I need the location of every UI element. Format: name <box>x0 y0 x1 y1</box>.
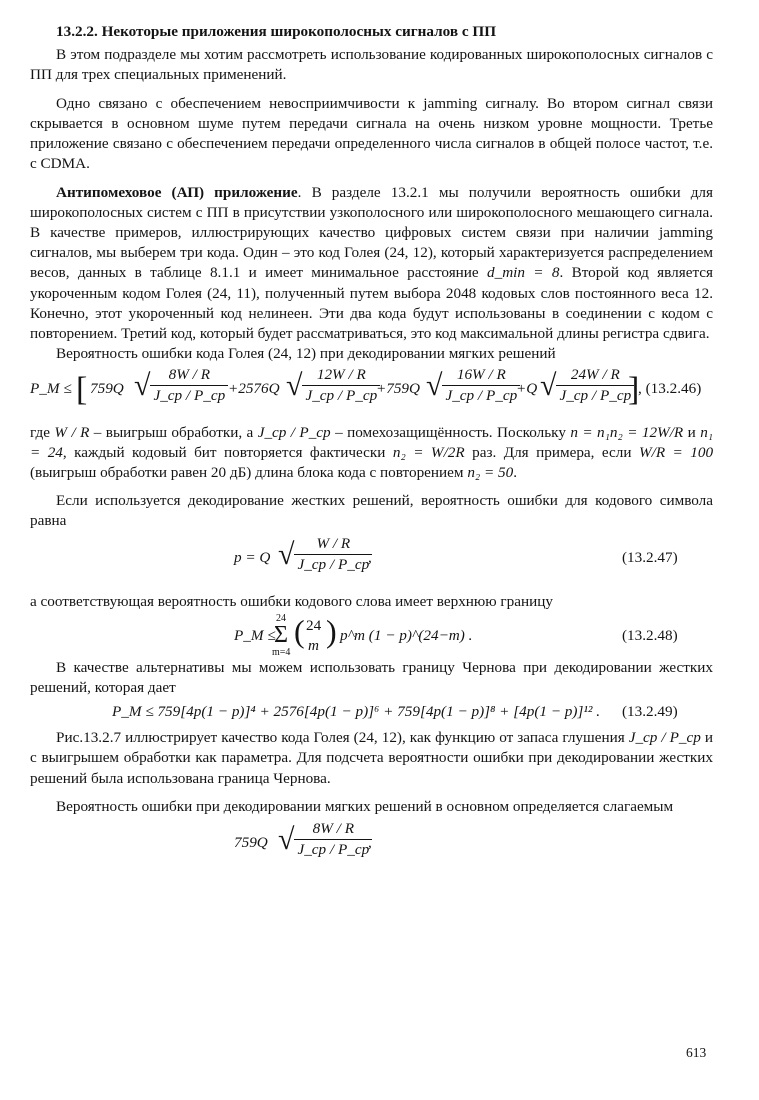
equation-13-2-46 <box>30 365 713 423</box>
figure-text-b: и с выигрышем обработки как параметра. Для подсчета вероятности ошибки при декодировании жестких решений была использована граница Чернова. <box>30 729 713 787</box>
eq48-sum-bottom: m=4 <box>272 646 291 658</box>
eq48-binom-bottom: m <box>308 636 319 654</box>
where-word: где <box>30 423 50 441</box>
paragraph-where <box>30 423 713 484</box>
eq48-paren-open: ( <box>294 612 305 649</box>
eq48-number: (13.2.48) <box>622 626 678 644</box>
eq46-num2: 12W / R <box>302 365 380 386</box>
eq50-num: 8W / R <box>294 819 372 840</box>
figure-text-a: Рис.13.2.7 иллюстрирует качество кода Голея (24, 12), как функцию от запаса глушения <box>56 729 625 747</box>
eq48-sigma: Σ <box>274 621 288 648</box>
n2-50-inline: n₂ = 50 <box>467 463 514 481</box>
paragraph-antijam <box>30 183 713 345</box>
eq49-number: (13.2.49) <box>622 703 678 721</box>
where-text-2: , каждый кодовый бит повторяется фактически <box>62 443 386 461</box>
paragraph-chernov: В качестве альтернативы мы можем использовать границу Чернова при декодировании жестких решений, которая дает <box>30 658 713 697</box>
eq46-sqrt2: √ $\frac{12W / R}{J\_ср / P\_ср}$ <box>286 365 380 406</box>
eq50-comma: , <box>368 834 372 852</box>
where-end: . <box>513 463 518 481</box>
eq50-den: J_ср / P_ср <box>297 841 370 859</box>
n2-inline: n₂ = W/2R <box>392 443 465 461</box>
section-title: 13.2.2. Некоторые приложения широкополосных сигналов с ПП <box>56 23 497 40</box>
page-body <box>30 22 713 873</box>
eq46-den3: J_ср / P_ср <box>445 386 518 404</box>
eq46-sqrt4: √ $\frac{24W / R}{J\_ср / P\_ср}$ <box>540 365 634 406</box>
equation-13-2-49 <box>30 698 713 728</box>
eq48-paren-close: ) <box>326 612 337 649</box>
eq47-den: J_ср / P_ср <box>297 555 370 573</box>
eq46-term2: +2576Q <box>228 379 280 397</box>
antijam-heading: Антипомеховое (АП) приложение <box>56 183 298 201</box>
eq46-term3: +759Q <box>376 379 420 397</box>
eq48-binom-top: 24 <box>306 616 322 634</box>
gain-text: – выигрыш обработки, а <box>93 423 254 441</box>
wr100-inline: W/R = 100 <box>638 443 714 461</box>
eq50-lhs: 759Q <box>234 834 268 852</box>
eq50-sqrt: √ $\frac{8W / R}{J\_ср / P\_ср}$ <box>278 819 372 860</box>
eq46-sqrt3: √ $\frac{16W / R}{J\_ср / P\_ср}$ <box>426 365 520 406</box>
equation-soft-term <box>30 817 713 873</box>
and-word: и <box>687 423 696 441</box>
jp-inline-2: J_ср / P_ср <box>628 729 701 747</box>
paragraph-soft-dominant: Вероятность ошибки при декодировании мягких решений в основном определяется слагаемым <box>56 797 674 815</box>
paragraph-intro: В этом подразделе мы хотим рассмотреть использование кодированных широкополосных сигналов с ПП для трех специальных применений. <box>30 46 713 84</box>
eq47-sqrt: √ $\frac{W / R}{J\_ср / P\_ср}$ <box>278 534 372 575</box>
eq48-body: p^m (1 − p)^(24−m) . <box>340 626 473 644</box>
page-number: 613 <box>686 1045 707 1060</box>
eq48-sum-top: 24 <box>276 612 286 624</box>
eq46-num4: 24W / R <box>556 365 634 386</box>
where-text-3: раз. Для примера, если <box>472 443 632 461</box>
eq46-num1: 8W / R <box>150 365 228 386</box>
eq46-bracket-close: ] <box>628 370 640 408</box>
eq46-den2: J_ср / P_ср <box>305 386 378 404</box>
eq46-den4: J_ср / P_ср <box>559 386 632 404</box>
paragraph-applications: Одно связано с обеспечением невосприимчивости к jamming сигналу. Во втором сигнал связи скрывается в основном шуме путем передачи сигнала на очень низком уровне мощности. Третье приложение связано с обеспечением передачи определенного числа сигналов в общей полосе частот, т.е. с CDMA. <box>30 94 713 173</box>
eq46-bracket-open: [ <box>76 370 88 408</box>
paragraph-figure <box>30 728 713 789</box>
paragraph-soft-decision: Вероятность ошибки кода Голея (24, 12) при декодировании мягких решений <box>56 345 556 363</box>
wr-inline: W / R <box>54 423 90 441</box>
n-inline: n = n₁n₂ = 12W/R <box>570 423 684 441</box>
eq49-body: P_M ≤ 759[4p(1 − p)]⁴ + 2576[4p(1 − p)]⁶ + 759[4p(1 − p)]⁸ + [4p(1 − p)]¹² . <box>112 703 601 721</box>
antijam-text-a: . В разделе 13.2.1 мы получили вероятность ошибки для широкополосных систем с ПП в присутствии узкополосного или широкополосного мешающего сигнала. В качестве примеров, иллюстрирующих качество цифровых систем связи при наличии jamming сигналов, мы выберем три кода. Один – это код Голея (24, 12), который характеризуется распределением весов, данных в таблице 8.1.1 и имеет минимальное расстояние <box>30 183 713 282</box>
paragraph-codeword-bound: а соответствующая вероятность ошибки кодового слова имеет верхнюю границу <box>30 592 553 610</box>
paragraph-hard-decision: Если используется декодирование жестких решений, вероятность ошибки для кодового символа равна <box>30 492 713 530</box>
n1-inline: n₁ = 24 <box>30 423 714 461</box>
eq46-lhs: P_M ≤ <box>30 379 72 397</box>
where-text-4: (выигрыш обработки равен 20 дБ) длина блока кода с повторением <box>30 463 464 481</box>
eq47-lhs: p = Q <box>234 548 271 566</box>
eq46-den1: J_ср / P_ср <box>153 386 226 404</box>
eq46-term4: +Q <box>516 379 538 397</box>
equation-13-2-48 <box>30 612 713 658</box>
antijam-text-b: . Второй код является укороченным кодом Голея (24, 11), полученный путем выбора 2048 кодовых слов постоянного веса 12. Конечно, этот укороченный код нелинеен. Эти два кода будут использованы в соединении с кодом с повторением. Третий код, который будет рассматриваться, это код максимальной длины регистра сдвига. <box>30 264 713 343</box>
eq47-comma: , <box>368 548 372 566</box>
eq47-num: W / R <box>294 534 372 555</box>
where-text-1: – помехозащищённость. Поскольку <box>335 423 566 441</box>
eq46-num3: 16W / R <box>442 365 520 386</box>
eq47-number: (13.2.47) <box>622 548 678 566</box>
eq46-term1: 759Q <box>90 379 124 397</box>
eq46-number: , (13.2.46) <box>638 379 702 397</box>
jp-inline: J_ср / P_ср <box>257 423 331 441</box>
dmin-inline: d_min = 8 <box>487 264 560 282</box>
eq46-sqrt1: √ $\frac{8W / R}{J\_ср / P\_ср}$ <box>134 365 228 406</box>
equation-13-2-47 <box>30 532 713 592</box>
eq48-lhs: P_M ≤ <box>234 626 276 644</box>
